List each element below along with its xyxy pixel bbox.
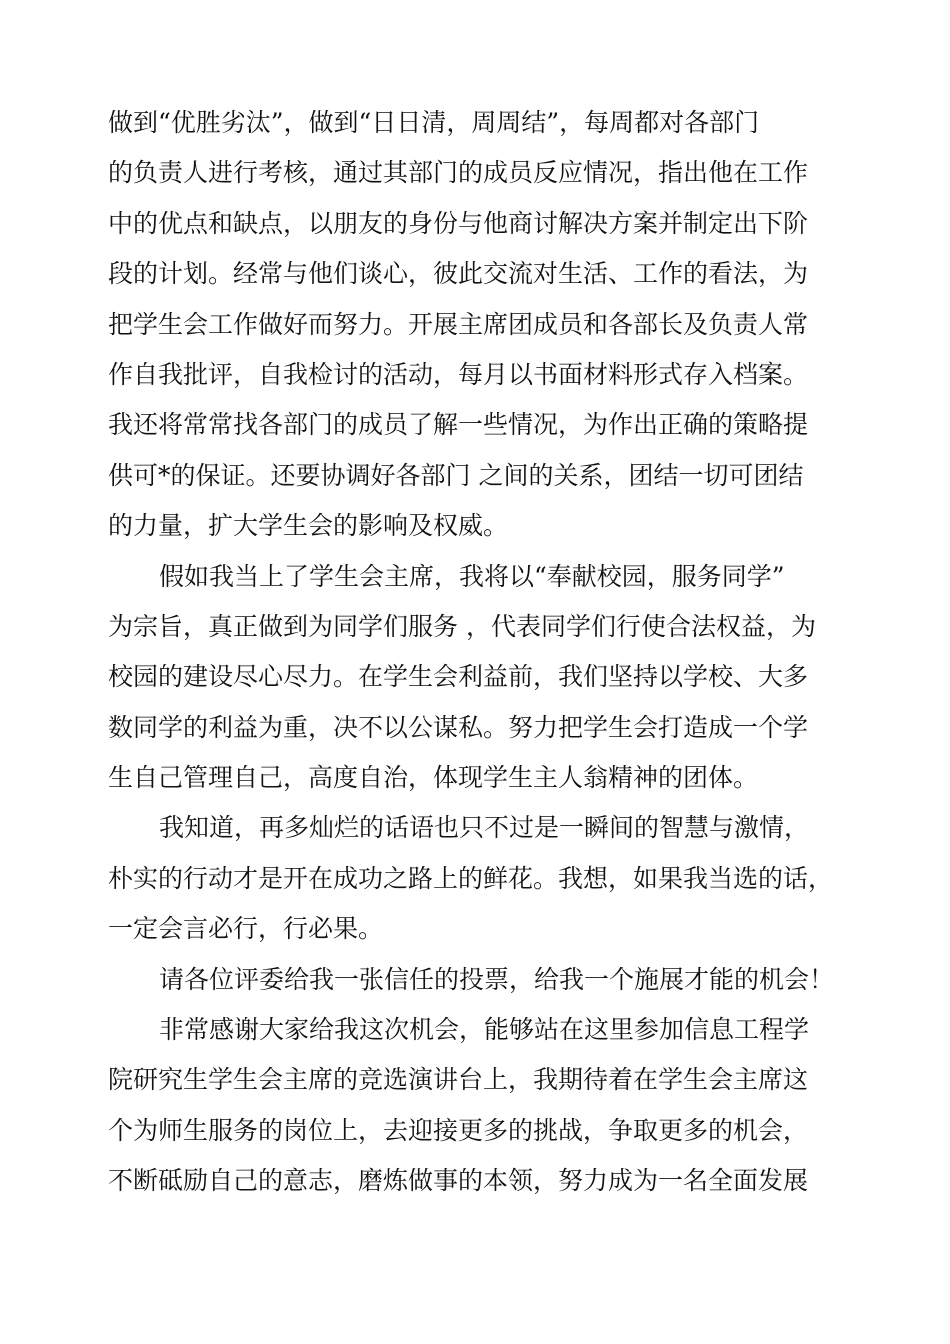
paragraph-start-line: 假如我当上了学生会主席，我将以“奉献校园，服务同学”	[159, 561, 785, 591]
text-line: 供可*的保证。还要协调好各部门 之间的关系，团结一切可团结	[108, 460, 804, 490]
text-line: 为宗旨，真正做到为同学们服务 ，代表同学们行使合法权益，为	[108, 611, 816, 641]
text-line: 校园的建设尽心尽力。在学生会利益前，我们坚持以学校、大多	[108, 662, 809, 692]
paragraph-start-line: 非常感谢大家给我这次机会，能够站在这里参加信息工程学	[159, 1015, 810, 1045]
text-line: 做到“优胜劣汰”，做到“日日清，周周结”，每周都对各部门	[108, 108, 760, 137]
paragraph-start-line: 我知道，再多灿烂的话语也只不过是一瞬间的智慧与激情，	[159, 813, 810, 843]
text-line: 我还将常常找各部门的成员了解一些情况，为作出正确的策略提	[108, 410, 809, 440]
text-line: 段的计划。经常与他们谈心，彼此交流对生活、工作的看法，为	[108, 259, 809, 289]
text-line: 个为师生服务的岗位上，去迎接更多的挑战，争取更多的机会，	[108, 1115, 809, 1145]
text-line: 中的优点和缺点，以朋友的身份与他商讨解决方案并制定出下阶	[108, 208, 809, 238]
text-line: 一定会言必行，行必果。	[108, 914, 384, 944]
text-line: 不断砥励自己的意志，磨炼做事的本领，努力成为一名全面发展	[108, 1166, 809, 1196]
text-line: 朴实的行动才是开在成功之路上的鲜花。我想，如果我当选的话，	[108, 863, 834, 893]
text-line: 院研究生学生会主席的竞选演讲台上，我期待着在学生会主席这	[108, 1065, 809, 1095]
text-line: 生自己管理自己，高度自治，体现学生主人翁精神的团体。	[108, 763, 759, 793]
text-line: 作自我批评，自我检讨的活动，每月以书面材料形式存入档案。	[108, 359, 809, 389]
text-line: 把学生会工作做好而努力。开展主席团成员和各部长及负责人常	[108, 309, 809, 339]
document-body	[108, 98, 868, 1207]
text-line: 的负责人进行考核，通过其部门的成员反应情况，指出他在工作	[108, 158, 809, 188]
paragraph-start-line: 请各位评委给我一张信任的投票，给我一个施展才能的机会！	[159, 964, 835, 994]
text-line: 的力量，扩大学生会的影响及权威。	[108, 511, 509, 541]
text-line: 数同学的利益为重，决不以公谋私。努力把学生会打造成一个学	[108, 712, 809, 742]
